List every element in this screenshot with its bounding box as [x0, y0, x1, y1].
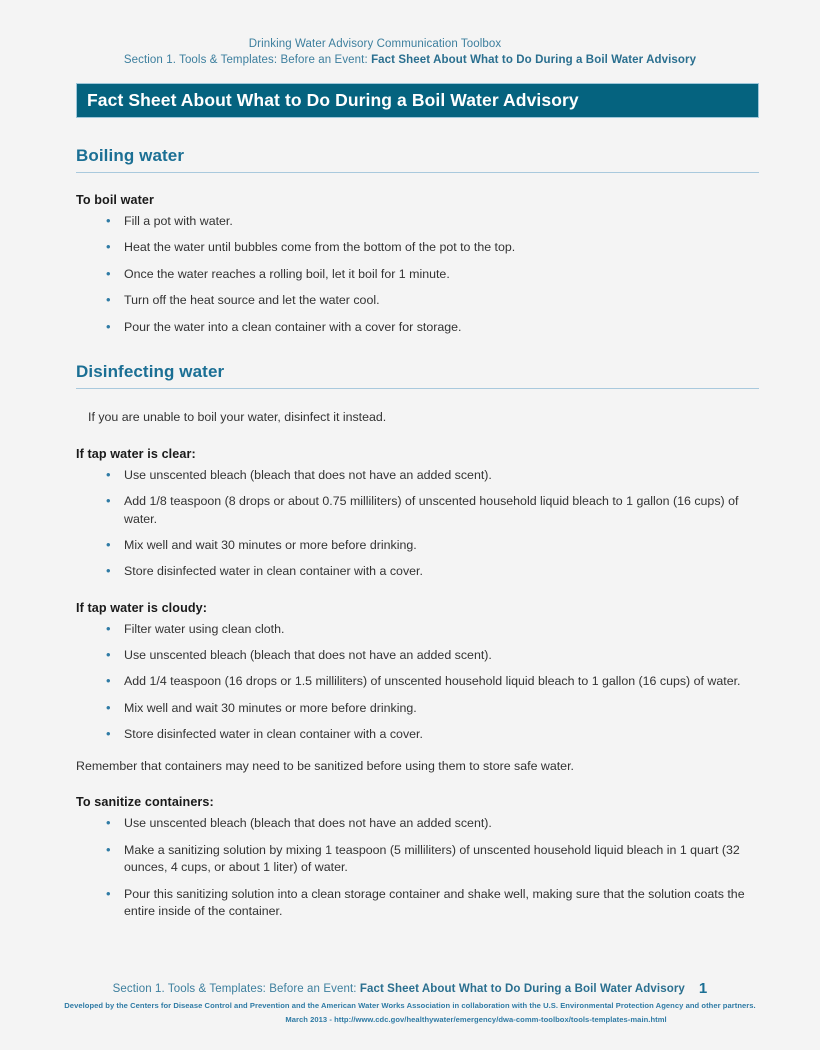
- page-number: 1: [698, 980, 708, 997]
- section-breadcrumb: [0, 54, 820, 66]
- breadcrumb-document-title: Fact Sheet About What to Do During a Boil Water Advisory: [371, 54, 697, 66]
- list-to-boil-water: [76, 213, 759, 336]
- list-item: • Add 1/8 teaspoon (8 drops or about 0.75 milliliters) of unscented household liquid bleach to 1 gallon (16 cups) of water.: [104, 493, 759, 528]
- section-heading-disinfecting-water: Disinfecting water: [76, 361, 225, 381]
- list-item: • Add 1/4 teaspoon (16 drops or 1.5 milliliters) of unscented household liquid bleach to 1 gallon (16 cups) of water.: [104, 673, 759, 690]
- list-item: • Store disinfected water in clean container with a cover.: [104, 726, 759, 743]
- list-sanitize-containers: [76, 815, 759, 920]
- section-heading-boiling-water: Boiling water: [76, 146, 185, 166]
- page-footer: [0, 979, 820, 1024]
- list-item: • Filter water using clean cloth.: [104, 621, 759, 638]
- footer-document-title: Fact Sheet About What to Do During a Boil Water Advisory: [359, 983, 685, 995]
- list-tap-water-cloudy: [76, 621, 759, 744]
- footer-source-url: March 2013 - http://www.cdc.gov/healthywater/emergency/dwa-comm-toolbox/tools-templates-main.html: [285, 1015, 667, 1024]
- title-banner: [76, 83, 759, 118]
- sub-heading-tap-water-clear: If tap water is clear:: [76, 446, 196, 461]
- sub-heading-to-boil-water: To boil water: [76, 193, 155, 208]
- list-item: • Use unscented bleach (bleach that does not have an added scent).: [104, 467, 759, 484]
- document-content: [76, 118, 759, 920]
- list-item: • Pour this sanitizing solution into a clean storage container and shake well, making sure that the solution coats the entire inside of the container.: [104, 886, 759, 921]
- running-head: [0, 0, 820, 66]
- footer-breadcrumb-prefix: Section 1. Tools & Templates: Before an Event:: [112, 983, 360, 995]
- list-item: • Turn off the heat source and let the water cool.: [104, 292, 759, 309]
- sub-heading-tap-water-cloudy: If tap water is cloudy:: [76, 600, 208, 615]
- list-item: • Pour the water into a clean container with a cover for storage.: [104, 319, 759, 336]
- list-item: • Mix well and wait 30 minutes or more before drinking.: [104, 700, 759, 717]
- list-item: • Fill a pot with water.: [104, 213, 759, 230]
- page-title: Fact Sheet About What to Do During a Boil Water Advisory: [87, 90, 579, 110]
- remember-note: Remember that containers may need to be sanitized before using them to store safe water.: [76, 758, 574, 773]
- list-item: • Use unscented bleach (bleach that does not have an added scent).: [104, 647, 759, 664]
- breadcrumb-prefix: Section 1. Tools & Templates: Before an Event:: [123, 54, 372, 66]
- disinfecting-intro-text: If you are unable to boil your water, disinfect it instead.: [88, 409, 387, 424]
- footer-credit: Developed by the Centers for Disease Control and Prevention and the American Water Works Association in collaboration with the U.S. Environmental Protection Agency and other partners.: [64, 1001, 756, 1010]
- section-divider: [76, 388, 759, 389]
- footer-breadcrumb: [0, 979, 820, 996]
- list-item: • Make a sanitizing solution by mixing 1 teaspoon (5 milliliters) of unscented household liquid bleach in 1 quart (32 ounces, 4 cups, or about 1 liter) of water.: [104, 842, 759, 877]
- list-item: • Once the water reaches a rolling boil, let it boil for 1 minute.: [104, 266, 759, 283]
- list-item: • Mix well and wait 30 minutes or more before drinking.: [104, 537, 759, 554]
- list-item: • Use unscented bleach (bleach that does not have an added scent).: [104, 815, 759, 832]
- section-divider: [76, 172, 759, 173]
- list-item: • Store disinfected water in clean container with a cover.: [104, 563, 759, 580]
- list-tap-water-clear: [76, 467, 759, 581]
- list-item: • Heat the water until bubbles come from the bottom of the pot to the top.: [104, 239, 759, 256]
- sub-heading-sanitize-containers: To sanitize containers:: [76, 795, 214, 810]
- toolbox-title: Drinking Water Advisory Communication Toolbox: [248, 38, 502, 50]
